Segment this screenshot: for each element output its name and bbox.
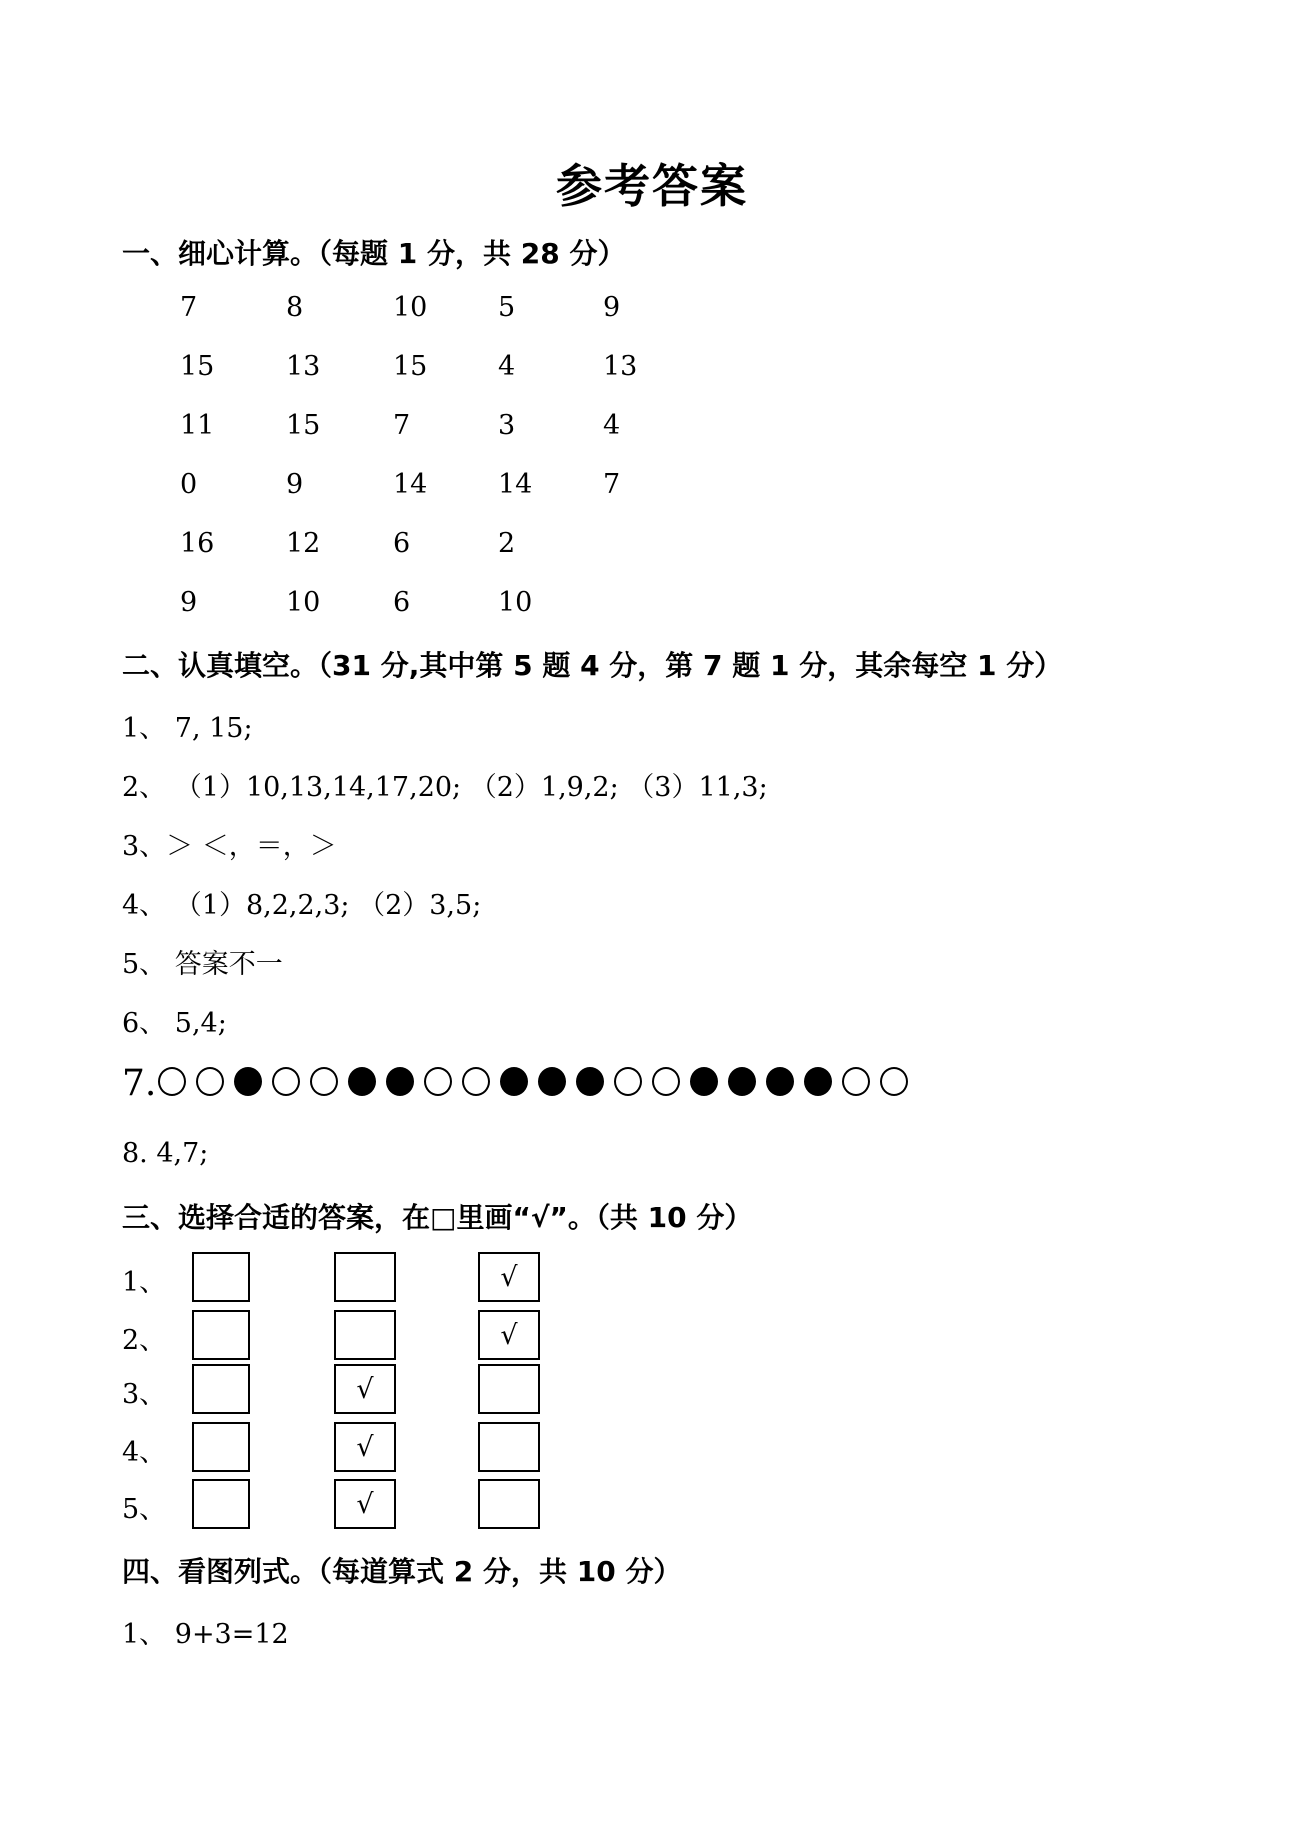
check-mark-icon: √	[500, 1261, 518, 1293]
filled-circle	[804, 1067, 832, 1096]
filled-circle	[386, 1067, 414, 1096]
picture-equation-1: 1、 9+3=12	[122, 1619, 289, 1650]
calc-answer: 15	[286, 410, 321, 441]
calc-answer: 15	[393, 351, 428, 382]
choice-row-label: 3、	[122, 1379, 167, 1410]
calc-answer: 7	[393, 410, 411, 441]
fill-answer-3: 3、＞ ＜，＝，＞	[122, 831, 337, 862]
fill-answer-4: 4、 （1）8,2,2,3; （2）3,5;	[122, 890, 482, 921]
filled-circle	[690, 1067, 718, 1096]
answer-checkbox	[192, 1479, 250, 1529]
check-mark-icon: √	[356, 1431, 374, 1463]
calc-answer: 7	[180, 292, 198, 323]
calc-answer: 12	[286, 528, 321, 559]
answer-checkbox	[334, 1479, 396, 1529]
answer-checkbox	[334, 1364, 396, 1414]
open-circle	[310, 1067, 338, 1096]
calc-answer: 10	[286, 587, 321, 618]
calc-answer: 14	[393, 469, 428, 500]
answer-checkbox	[192, 1310, 250, 1360]
open-circle	[842, 1067, 870, 1096]
calc-answer: 4	[603, 410, 621, 441]
check-mark-icon: √	[356, 1373, 374, 1405]
section2-heading: 二、认真填空。（31 分,其中第 5 题 4 分，第 7 题 1 分，其余每空 1 分）	[122, 649, 1063, 682]
calc-answer: 2	[498, 528, 516, 559]
answer-checkbox	[478, 1252, 540, 1302]
calc-answer: 9	[286, 469, 304, 500]
calc-answer: 16	[180, 528, 215, 559]
page-title: 参考答案	[556, 159, 748, 213]
answer-checkbox	[478, 1364, 540, 1414]
filled-circle	[348, 1067, 376, 1096]
open-circle	[272, 1067, 300, 1096]
calc-answer: 14	[498, 469, 533, 500]
answer-checkbox	[334, 1252, 396, 1302]
filled-circle	[576, 1067, 604, 1096]
fill-answer-7	[122, 1060, 918, 1106]
calc-answer: 8	[286, 292, 304, 323]
fill-answer-8: 8. 4,7;	[122, 1138, 209, 1169]
section4-heading: 四、看图列式。（每道算式 2 分，共 10 分）	[122, 1555, 682, 1588]
calc-answer: 10	[498, 587, 533, 618]
fill-answer-1: 1、 7, 15;	[122, 713, 253, 744]
calc-answer: 7	[603, 469, 621, 500]
filled-circle	[234, 1067, 262, 1096]
check-mark-icon: √	[356, 1488, 374, 1520]
fill-answer-5: 5、 答案不一	[122, 949, 283, 980]
open-circle	[880, 1067, 908, 1096]
choice-row-label: 4、	[122, 1437, 167, 1468]
filled-circle	[728, 1067, 756, 1096]
choice-row-label: 1、	[122, 1267, 167, 1298]
filled-circle	[538, 1067, 566, 1096]
check-mark-icon: √	[500, 1319, 518, 1351]
calc-answer: 10	[393, 292, 428, 323]
fill-answer-2: 2、 （1）10,13,14,17,20; （2）1,9,2; （3）11,3;	[122, 772, 768, 803]
filled-circle	[766, 1067, 794, 1096]
calc-answer: 3	[498, 410, 516, 441]
circle-sequence	[158, 1067, 918, 1100]
open-circle	[462, 1067, 490, 1096]
calc-answer: 9	[603, 292, 621, 323]
open-circle	[614, 1067, 642, 1096]
answer-checkbox	[478, 1479, 540, 1529]
open-circle	[424, 1067, 452, 1096]
section3-heading: 三、选择合适的答案，在□里画“√”。（共 10 分）	[122, 1201, 753, 1234]
calc-answer: 11	[180, 410, 215, 441]
open-circle	[196, 1067, 224, 1096]
fill-answer-6: 6、 5,4;	[122, 1008, 227, 1039]
answer-checkbox	[334, 1310, 396, 1360]
section1-heading: 一、细心计算。（每题 1 分，共 28 分）	[122, 237, 626, 270]
calc-answer: 6	[393, 587, 411, 618]
q7-label: 7.	[122, 1062, 157, 1104]
answer-checkbox	[478, 1310, 540, 1360]
answer-checkbox	[192, 1252, 250, 1302]
open-circle	[158, 1067, 186, 1096]
choice-row-label: 2、	[122, 1325, 167, 1356]
calc-answer: 0	[180, 469, 198, 500]
calc-answer: 5	[498, 292, 516, 323]
answer-checkbox	[478, 1422, 540, 1472]
open-circle	[652, 1067, 680, 1096]
answer-checkbox	[334, 1422, 396, 1472]
calc-answer: 6	[393, 528, 411, 559]
answer-checkbox	[192, 1364, 250, 1414]
answer-checkbox	[192, 1422, 250, 1472]
choice-row-label: 5、	[122, 1494, 167, 1525]
filled-circle	[500, 1067, 528, 1096]
calc-answer: 15	[180, 351, 215, 382]
calc-answer: 13	[286, 351, 321, 382]
calc-answer: 13	[603, 351, 638, 382]
calc-answer: 9	[180, 587, 198, 618]
calc-answer: 4	[498, 351, 516, 382]
